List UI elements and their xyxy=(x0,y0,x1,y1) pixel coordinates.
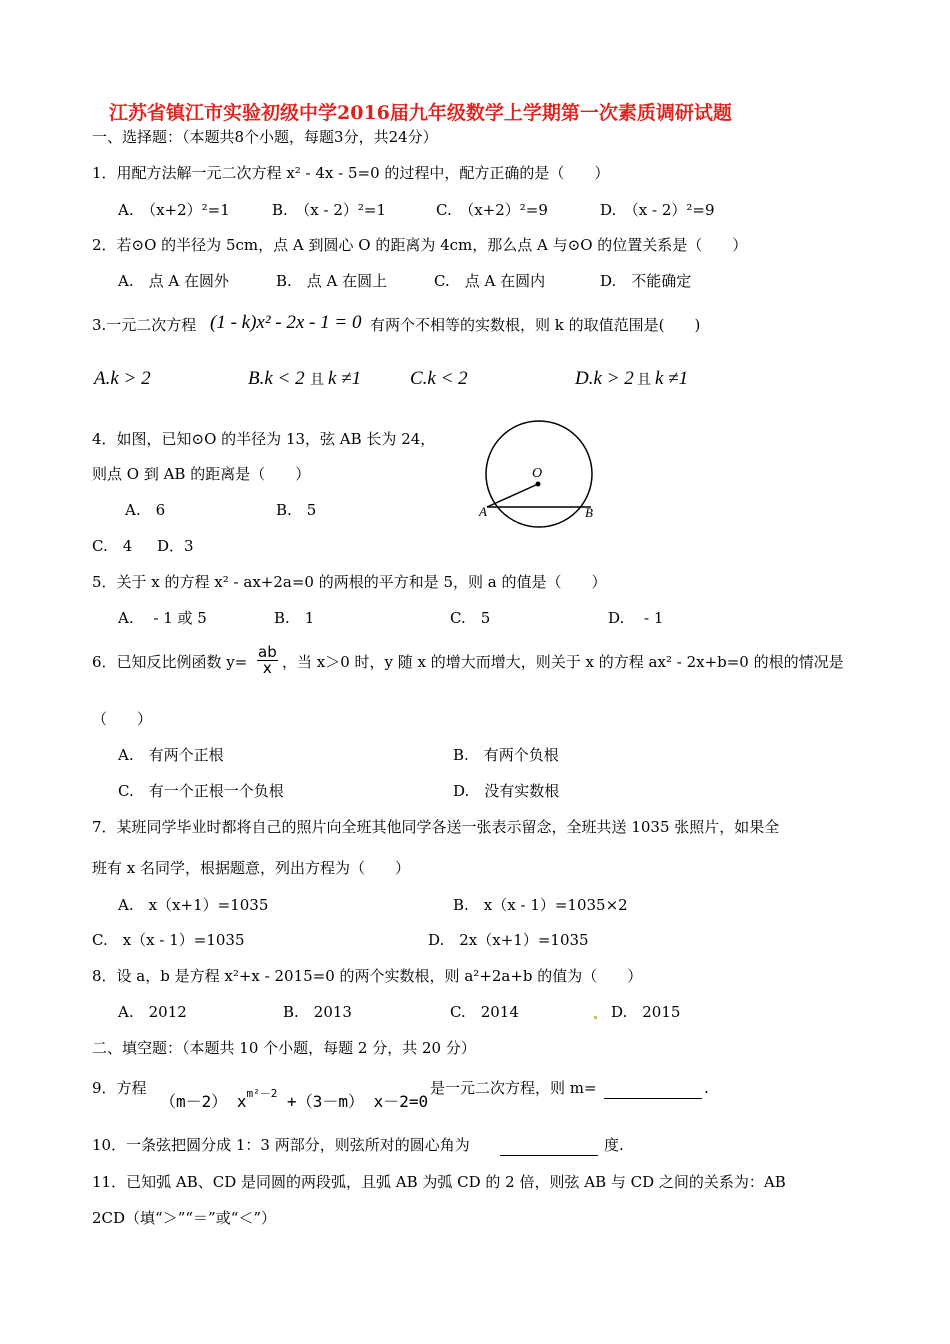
option-a: A. 6 xyxy=(125,501,166,519)
center-point xyxy=(536,482,541,487)
fraction-ab-over-x xyxy=(257,645,278,676)
section-heading-fill: 二、填空题：（本题共 10 个小题，每题 2 分，共 20 分） xyxy=(92,1039,476,1057)
question-stem-line-1: 7．某班同学毕业时都将自己的照片向全班其他同学各送一张表示留念，全班共送 1035 张照片，如果全 xyxy=(92,818,780,836)
option-a: A. 2012 xyxy=(118,1003,187,1021)
question-stem-line-2: 则点 O 到 AB 的距离是（ ） xyxy=(92,465,311,483)
option-d: D．3 xyxy=(157,537,194,555)
fraction xyxy=(257,645,278,676)
option-d: D. 没有实数根 xyxy=(453,782,560,800)
option-c: C. x（x - 1）=1035 xyxy=(92,931,245,949)
option-c: C. 2014 xyxy=(450,1003,519,1021)
question-stem-suffix: 是一元二次方程，则 m= xyxy=(430,1079,597,1097)
option-b: B. 有两个负根 xyxy=(453,746,559,764)
question-stem-prefix: 6．已知反比例函数 y= xyxy=(92,653,248,671)
question-stem: 8．设 a，b 是方程 x²+x - 2015=0 的两个实数根，则 a²+2a+b 的值为（ ） xyxy=(92,967,643,985)
option-c: C. 5 xyxy=(450,609,491,627)
option-a: A. 点 A 在圆外 xyxy=(118,272,229,290)
option-d: D. （x - 2）²=9 xyxy=(600,201,715,219)
label-o: O xyxy=(532,466,543,481)
question-stem-line-2: 2CD（填“＞”“＝”或“＜”） xyxy=(92,1209,277,1227)
option-b: B. 1 xyxy=(274,609,315,627)
question-stem-prefix: 9．方程 xyxy=(92,1079,147,1097)
option-b: B. 2013 xyxy=(283,1003,352,1021)
option-d: D.k > 2 xyxy=(575,368,634,389)
question-stem: 1．用配方法解一元二次方程 x² - 4x - 5=0 的过程中，配方正确的是（ ） xyxy=(92,164,610,182)
option-d-and: 且 xyxy=(637,372,651,388)
option-a: A. 有两个正根 xyxy=(118,746,224,764)
option-c: C.k < 2 xyxy=(410,368,468,389)
option-c: C. 点 A 在圆内 xyxy=(434,272,546,290)
answer-paren: （ ） xyxy=(92,710,153,728)
option-a: A.k > 2 xyxy=(94,368,151,389)
equation: (1 - k)x² - 2x - 1 = 0 xyxy=(210,312,362,333)
label-b: B xyxy=(585,505,593,520)
question-stem-line-2: 班有 x 名同学，根据题意，列出方程为（ ） xyxy=(92,859,410,877)
equation: （m－2） $x^{m^2-2} +(3-m)$ x－2=0 xyxy=(160,1087,429,1111)
option-d: D. - 1 xyxy=(608,609,664,627)
scan-speck xyxy=(594,1016,597,1019)
option-c: C. 4 xyxy=(92,537,133,555)
question-stem-line-1: 4．如图，已知⊙O 的半径为 13，弦 AB 长为 24， xyxy=(92,430,436,448)
fraction-denominator: x xyxy=(262,659,272,677)
option-a: A. （x+2）²=1 xyxy=(118,201,230,219)
page-title: 江苏省镇江市实验初级中学2016届九年级数学上学期第一次素质调研试题 xyxy=(109,102,732,124)
question-stem-suffix: ，当 x＞0 时，y 随 x 的增大而增大，则关于 x 的方程 ax² - 2x+b=0 的根的情况是 xyxy=(282,653,844,671)
option-b: B.k < 2 xyxy=(248,368,305,389)
answer-blank[interactable] xyxy=(500,1139,598,1156)
answer-blank[interactable] xyxy=(604,1082,702,1099)
option-c: C. （x+2）²=9 xyxy=(436,201,548,219)
option-b: B. 5 xyxy=(276,501,317,519)
option-b-condition: k ≠1 xyxy=(328,368,362,389)
period: . xyxy=(704,1079,709,1097)
option-b-and: 且 xyxy=(310,372,324,388)
option-a: A. - 1 或 5 xyxy=(118,609,207,627)
option-b: B. 点 A 在圆上 xyxy=(276,272,388,290)
option-d: D. 2x（x+1）=1035 xyxy=(428,931,589,949)
question-stem: 2．若⊙O 的半径为 5cm，点 A 到圆心 O 的距离为 4cm，那么点 A 与⊙O 的位置关系是（ ） xyxy=(92,236,748,254)
circle-figure xyxy=(470,420,610,530)
option-d: D. 2015 xyxy=(611,1003,681,1021)
question-stem-line-1: 11．已知弧 AB、CD 是同圆的两段弧，且弧 AB 为弧 CD 的 2 倍，则弦 AB 与 CD 之间的关系为：AB xyxy=(92,1173,786,1191)
question-stem-prefix: 3.一元二次方程 xyxy=(92,316,197,334)
radius-oa xyxy=(487,484,538,507)
option-d-condition: k ≠1 xyxy=(655,368,689,389)
question-stem-suffix: 有两个不相等的实数根，则 k 的取值范围是( ) xyxy=(370,316,701,334)
question-stem-prefix: 10．一条弦把圆分成 1：3 两部分，则弦所对的圆心角为 xyxy=(92,1136,470,1154)
section-heading-choice: 一、选择题：（本题共8个小题，每题3分，共24分） xyxy=(92,128,438,146)
question-stem-suffix: 度. xyxy=(604,1136,624,1154)
option-c: C. 有一个正根一个负根 xyxy=(118,782,284,800)
option-d: D. 不能确定 xyxy=(600,272,692,290)
question-stem: 5．关于 x 的方程 x² - ax+2a=0 的两根的平方和是 5，则 a 的值是（ ） xyxy=(92,573,607,591)
option-a: A. x（x+1）=1035 xyxy=(118,896,269,914)
option-b: B. （x - 2）²=1 xyxy=(272,201,387,219)
label-a: A xyxy=(479,504,487,519)
fraction-numerator: ab xyxy=(258,643,277,661)
option-b: B. x（x - 1）=1035×2 xyxy=(453,896,628,914)
